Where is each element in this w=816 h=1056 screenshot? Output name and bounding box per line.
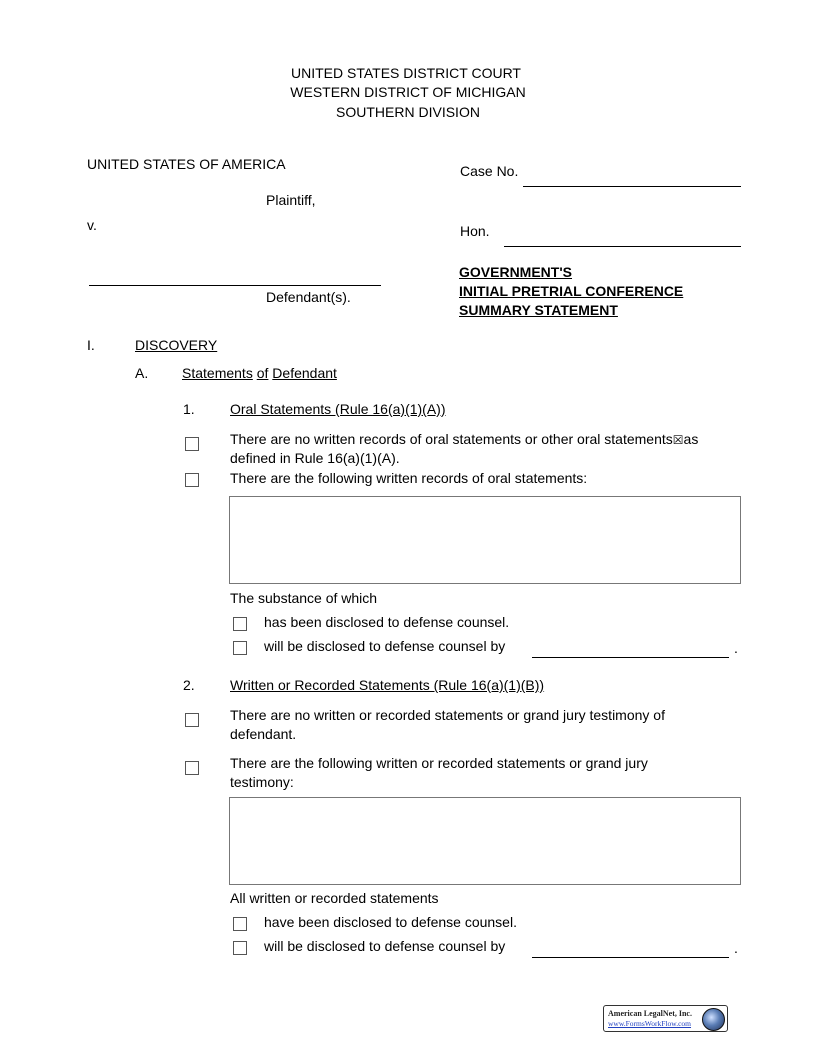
judge-name-field[interactable] (504, 230, 741, 247)
written-disclosed-checkbox[interactable] (233, 917, 247, 931)
logo-url-link[interactable]: www.FormsWorkFlow.com (608, 1019, 692, 1028)
subsection-title-w2: of (256, 365, 269, 381)
oral-records-textbox[interactable] (229, 496, 741, 584)
item1-title: Oral Statements (Rule 16(a)(1)(A)) (230, 401, 446, 417)
no-written-line2: defendant. (230, 726, 297, 742)
substance-label: The substance of which (230, 590, 378, 606)
defendant-name-field[interactable] (89, 269, 381, 286)
plaintiff-name: UNITED STATES OF AMERICA (87, 156, 286, 172)
oral-records-exist-text: There are the following written records of oral statements: (230, 470, 588, 486)
versus-label: v. (87, 217, 97, 233)
subsection-title-w3: Defendant (272, 365, 337, 381)
written-will-disclose-text: will be disclosed to defense counsel by (264, 938, 506, 954)
written-exist-line1: There are the following written or recorded statements or grand jury (230, 755, 648, 771)
written-exist-line2: testimony: (230, 774, 294, 790)
logo-company-name: American LegalNet, Inc. (608, 1009, 692, 1018)
no-oral-records-tail: as (683, 431, 699, 447)
doc-title-line1: GOVERNMENT'S (459, 264, 573, 280)
no-oral-records-line2: defined in Rule 16(a)(1)(A). (230, 450, 400, 466)
globe-icon (702, 1008, 725, 1031)
defendant-label: Defendant(s). (266, 289, 351, 305)
no-written-statements-checkbox[interactable] (185, 713, 199, 727)
oral-records-exist-checkbox[interactable] (185, 473, 199, 487)
written-disclosed-text: have been disclosed to defense counsel. (264, 914, 517, 930)
written-period: . (734, 940, 738, 956)
written-disclose-date-field[interactable] (532, 941, 729, 958)
item2-title: Written or Recorded Statements (Rule 16(a)(1)(B)) (230, 677, 545, 693)
hon-label: Hon. (460, 223, 490, 239)
oral-disclosed-checkbox[interactable] (233, 617, 247, 631)
court-name: UNITED STATES DISTRICT COURT (291, 65, 521, 81)
plaintiff-label: Plaintiff, (266, 192, 316, 208)
case-no-field[interactable] (523, 170, 741, 187)
written-will-disclose-checkbox[interactable] (233, 941, 247, 955)
oral-disclosed-text: has been disclosed to defense counsel. (264, 614, 510, 630)
subsection-letter: A. (135, 365, 149, 381)
division-name: SOUTHERN DIVISION (336, 104, 480, 120)
subsection-title (182, 365, 337, 381)
section-number: I. (87, 337, 95, 353)
case-no-label: Case No. (460, 163, 519, 179)
item2-number: 2. (183, 677, 195, 693)
no-written-line1: There are no written or recorded statements or grand jury testimony of (230, 707, 665, 723)
company-logo (603, 1005, 728, 1032)
missing-glyph: ☒ (672, 433, 684, 447)
doc-title-line2: INITIAL PRETRIAL CONFERENCE (459, 283, 684, 299)
oral-disclose-date-field[interactable] (532, 641, 729, 658)
written-statements-textbox[interactable] (229, 797, 741, 885)
no-oral-records-checkbox[interactable] (185, 437, 199, 451)
all-statements-label: All written or recorded statements (230, 890, 439, 906)
district-name: WESTERN DISTRICT OF MICHIGAN (290, 84, 526, 100)
item1-number: 1. (183, 401, 195, 417)
section-title: DISCOVERY (135, 337, 218, 353)
oral-period: . (734, 640, 738, 656)
subsection-title-w1: Statements (182, 365, 253, 381)
oral-will-disclose-checkbox[interactable] (233, 641, 247, 655)
no-oral-records-text (230, 431, 698, 447)
doc-title-line3: SUMMARY STATEMENT (459, 302, 618, 318)
no-oral-records-line1: There are no written records of oral statements or other oral statements (230, 431, 673, 447)
oral-will-disclose-text: will be disclosed to defense counsel by (264, 638, 506, 654)
written-statements-exist-checkbox[interactable] (185, 761, 199, 775)
